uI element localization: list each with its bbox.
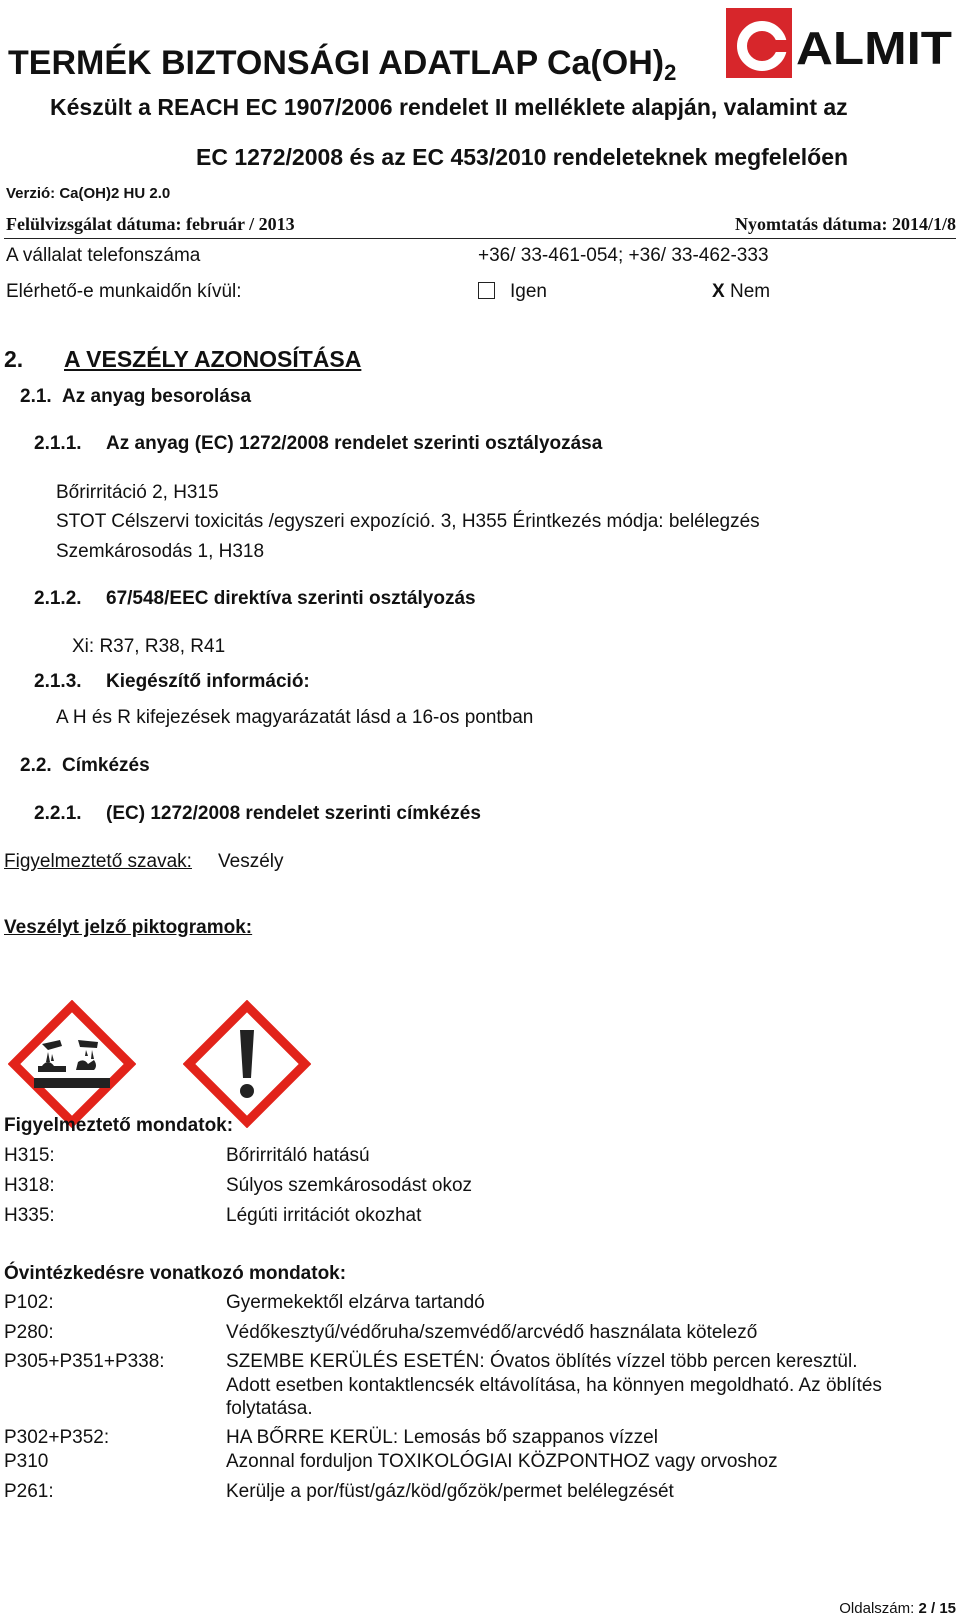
subsection-2-1-2-title: 67/548/EEC direktíva szerinti osztályozás — [106, 588, 476, 609]
signal-word-value: Veszély — [218, 851, 284, 872]
precaution-code: P280: — [4, 1322, 54, 1343]
precaution-statements-label: Óvintézkedésre vonatkozó mondatok: — [4, 1263, 347, 1284]
page-number: Oldalszám: 2 / 15 — [839, 1600, 956, 1617]
precaution-text: Védőkesztyű/védőruha/szemvédő/arcvédő használata kötelező — [226, 1322, 758, 1343]
subsection-2-1-3-title: Kiegészítő információ: — [106, 671, 310, 692]
subsection-2-1-number: 2.1. — [20, 386, 52, 407]
subsection-2-1-1-number: 2.1.1. — [34, 433, 82, 454]
subsection-2-2-1-title: (EC) 1272/2008 rendelet szerinti címkézés — [106, 803, 481, 824]
no-mark: X — [712, 281, 725, 302]
svg-text:ALMIT: ALMIT — [796, 22, 952, 74]
subsection-2-2-number: 2.2. — [20, 755, 52, 776]
hazard-text: Bőrirritáló hatású — [226, 1145, 370, 1166]
document-title: TERMÉK BIZTONSÁGI ADATLAP $Ca(OH)_2$ — [8, 44, 677, 85]
supplementary-info: A H és R kifejezések magyarázatát lásd a 16-os pontban — [56, 707, 534, 728]
no-label: Nem — [730, 281, 771, 302]
pictograms-label: Veszélyt jelző piktogramok: — [4, 917, 253, 938]
section-number: 2. — [4, 346, 24, 372]
subsection-2-2-1-number: 2.2.1. — [34, 803, 82, 824]
precaution-text: HA BŐRRE KERÜL: Lemosás bő szappanos vízzel — [226, 1427, 658, 1448]
print-date: Nyomtatás dátuma: 2014/1/8 — [735, 214, 956, 234]
hazard-code: H318: — [4, 1175, 55, 1196]
hazard-statements-label: Figyelmeztető mondatok: — [4, 1115, 234, 1136]
yes-label: Igen — [510, 281, 547, 302]
precaution-text: Azonnal forduljon TOXIKOLÓGIAI KÖZPONTHOZ vagy orvoshoz — [226, 1451, 778, 1472]
precaution-code: P302+P352: — [4, 1427, 110, 1448]
signal-word-label: Figyelmeztető szavak: — [4, 851, 192, 872]
precaution-text: SZEMBE KERÜLÉS ESETÉN: Óvatos öblítés vízzel több percen keresztül. — [226, 1351, 858, 1372]
regulation-line-1: Készült a REACH EC 1907/2006 rendelet II melléklete alapján, valamint az — [50, 94, 848, 120]
precaution-text-continued: folytatása. — [226, 1398, 313, 1419]
hazard-code: H315: — [4, 1145, 55, 1166]
phone-label: A vállalat telefonszáma — [6, 245, 201, 266]
phone-value: +36/ 33-461-054; +36/ 33-462-333 — [478, 245, 769, 266]
subsection-2-2-title: Címkézés — [62, 755, 150, 776]
precaution-code: P102: — [4, 1292, 54, 1313]
yes-checkbox[interactable] — [478, 282, 495, 299]
subsection-2-1-1-title: Az anyag (EC) 1272/2008 rendelet szerinti osztályozása — [106, 433, 603, 454]
subsection-2-1-title: Az anyag besorolása — [62, 386, 252, 407]
classification-line: Szemkárosodás 1, H318 — [56, 541, 265, 562]
hazard-code: H335: — [4, 1205, 55, 1226]
calmit-logo — [726, 8, 956, 78]
hazard-text: Súlyos szemkárosodást okoz — [226, 1175, 473, 1196]
precaution-code: P310 — [4, 1451, 49, 1472]
section-title: A VESZÉLY AZONOSÍTÁSA — [64, 346, 362, 372]
precaution-text: Kerülje a por/füst/gáz/köd/gőzök/permet belélegzését — [226, 1481, 674, 1502]
precaution-text-continued: Adott esetben kontaktlencsék eltávolítása, ha könnyen megoldható. Az öblítés — [226, 1375, 882, 1396]
header-divider — [4, 238, 956, 239]
precaution-text: Gyermekektől elzárva tartandó — [226, 1292, 485, 1313]
classification-line: STOT Célszervi toxicitás /egyszeri expozíció. 3, H355 Érintkezés módja: belélegzés — [56, 511, 760, 532]
hazard-text: Légúti irritációt okozhat — [226, 1205, 422, 1226]
corrosion-pictogram-icon — [8, 1000, 136, 1128]
regulation-line-2: EC 1272/2008 és az EC 453/2010 rendeleteknek megfelelően — [196, 144, 849, 170]
directive-classification: Xi: R37, R38, R41 — [72, 636, 226, 657]
precaution-code: P261: — [4, 1481, 54, 1502]
subsection-2-1-3-number: 2.1.3. — [34, 671, 82, 692]
revision-date: Felülvizsgálat dátuma: február / 2013 — [6, 214, 295, 234]
offhours-label: Elérhető-e munkaidőn kívül: — [6, 281, 242, 302]
precaution-code: P305+P351+P338: — [4, 1351, 165, 1372]
classification-line: Bőrirritáció 2, H315 — [56, 482, 219, 503]
version-label: Verzió: Ca(OH)2 HU 2.0 — [6, 185, 171, 202]
subsection-2-1-2-number: 2.1.2. — [34, 588, 82, 609]
exclamation-pictogram-icon — [183, 1000, 311, 1128]
